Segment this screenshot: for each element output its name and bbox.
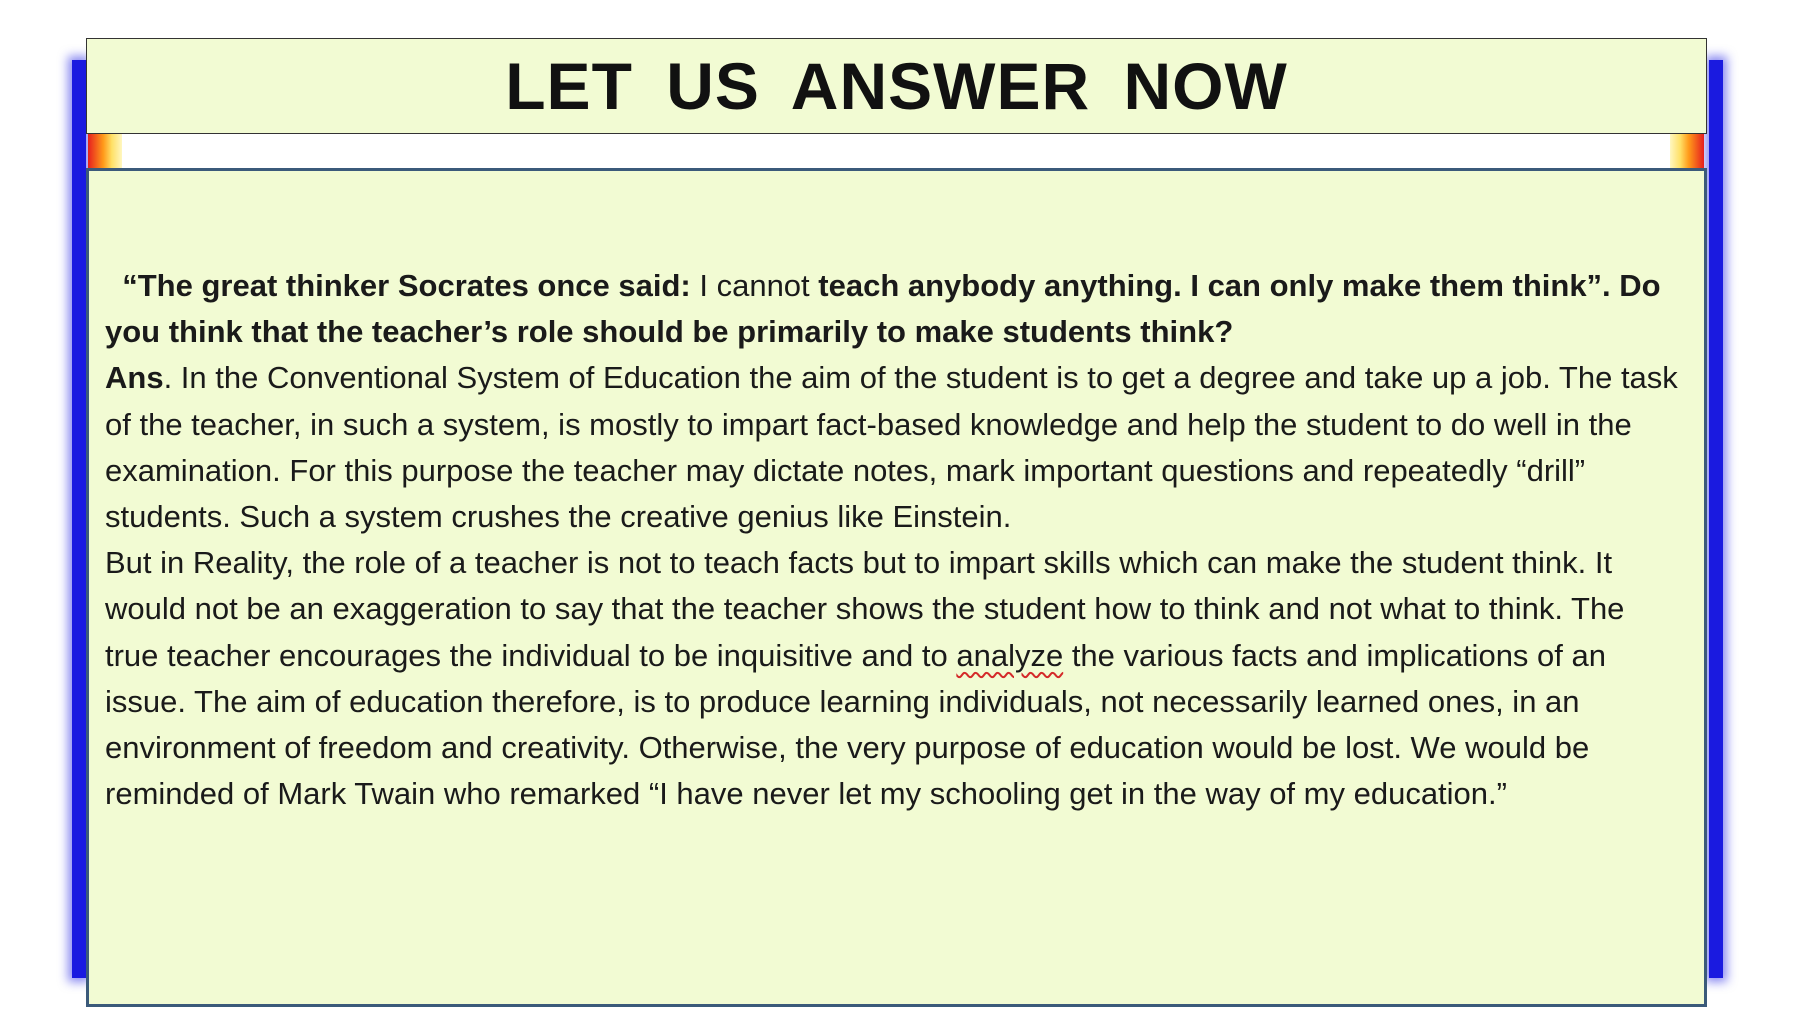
title-box [86, 38, 1707, 134]
left-side-bar [72, 60, 86, 978]
content-box [86, 168, 1707, 1007]
left-ribbon-decoration [88, 134, 122, 168]
question-rest: teach anybody anything. I can only make them think”. Do you think that the teacher’s role should be primarily to make students think? [105, 268, 1661, 350]
question-lead: “The great thinker Socrates once said: [122, 268, 691, 303]
question-paragraph [105, 263, 1684, 355]
question-normal: I cannot [690, 268, 819, 303]
slide-title: LET US ANSWER NOW [505, 49, 1288, 123]
answer-text-2b: the various facts and implications of an issue. The aim of education therefore, is to produce learning individuals, not necessarily learned ones, in an environment of freedom and creativity. Otherwise, the very purpose of education would be lost. We would be reminded of Mark Twain who remarked “I have never let my schooling get in the way of my education.” [105, 637, 1606, 812]
answer-paragraph-1 [105, 355, 1684, 540]
answer-text-1: . In the Conventional System of Education the aim of the student is to get a degree and take up a job. The task of the teacher, in such a system, is mostly to impart fact-based knowledge and help the student to do well in the examination. For this purpose the teacher may dictate notes, mark important questions and repeatedly “drill” students. Such a system crushes the creative genius like Einstein. [105, 360, 1678, 535]
right-ribbon-decoration [1670, 134, 1704, 168]
answer-text-2a: But in Reality, the role of a teacher is not to teach facts but to impart skills which can make the student think. It would not be an exaggeration to say that the teacher shows the student how to think and not what to think. The true teacher encourages the individual to be inquisitive and to [105, 545, 1625, 673]
spellcheck-flagged-word[interactable]: analyze [956, 637, 1064, 673]
answer-label: Ans [105, 360, 164, 396]
right-side-bar [1709, 60, 1723, 978]
answer-paragraph-2 [105, 540, 1684, 817]
